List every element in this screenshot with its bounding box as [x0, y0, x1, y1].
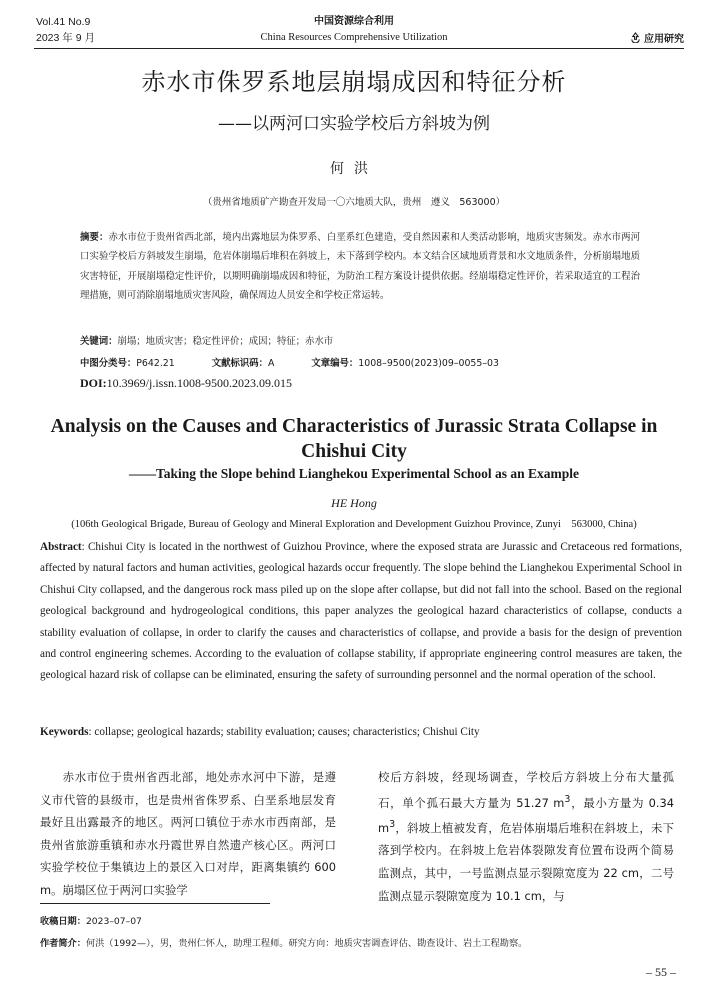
footnote-divider: [40, 903, 270, 904]
affiliation-en: (106th Geological Brigade, Bureau of Geology and Mineral Exploration and Development Guizhou Province, Zunyi 563000, China): [71, 519, 637, 530]
doi-value: 10.3969/j.issn.1008-9500.2023.09.015: [106, 376, 293, 390]
keywords-cn-text: 崩塌；地质灾害；稳定性评价；成因；特征；赤水市: [117, 336, 334, 347]
body-right-part-2: ，最小方量为 0.34 m: [378, 795, 675, 835]
abstract-cn-label: 摘要：: [80, 232, 109, 243]
doi-label: DOI:: [80, 376, 107, 390]
article-no-label: 文章编号：: [311, 358, 359, 369]
keywords-cn: [80, 333, 640, 347]
superscript-cubed: 3: [564, 793, 571, 805]
affiliation-cn: （贵州省地质矿产勘查开发局一〇六地质大队，贵州 遵义 563000）: [202, 197, 506, 208]
page-number: – 55 –: [646, 965, 676, 979]
superscript-cubed: 3: [389, 818, 396, 830]
subtitle-cn: ——以两河口实验学校后方斜坡为例: [218, 114, 490, 134]
journal-name-cn: 中国资源综合利用: [314, 16, 394, 27]
abstract-cn: [80, 228, 640, 306]
author-cn: 何洪: [330, 161, 378, 177]
recycle-icon: [630, 34, 644, 45]
received-label: 收稿日期：: [40, 916, 86, 927]
issue-date: 2023 年 9 月: [36, 32, 95, 44]
body-column-left: 赤水市位于贵州省西北部，地处赤水河中下游，是遵义市代管的县级市，也是贵州省侏罗系、白垩系地层发育最好且出露最齐的地区。两河口镇位于赤水市西南部，是贵州省旅游重镇和赤水丹霞世界自然遗产核心区。两河口实验学校位于集镇边上的景区入口对岸，距离集镇约 600 m。崩塌区位于两河口实验学: [40, 770, 336, 897]
title-cn: 赤水市侏罗系地层崩塌成因和特征分析: [141, 68, 567, 96]
abstract-cn-text: 赤水市位于贵州省西北部，境内出露地层为侏罗系、白垩系红色建造，受自然因素和人类活动影响，地质灾害频发。赤水市两河口实验学校后方斜坡发生崩塌，危岩体崩塌后堆积在斜坡上，未下落到学校内。本文结合区域地质背景和水文地质条件，分析崩塌地质灾害特征，开展崩塌稳定性评价，以期明确崩塌成因和特征，为防治工程方案设计提供依据。经崩塌稳定性评价，若采取适宜的工程治理措施，则可消除崩塌地质灾害风险，确保周边人员安全和学校正常运转。: [80, 232, 640, 302]
classification-line: [80, 355, 640, 369]
body-right-part-3: ，斜坡上植被发育，危岩体崩塌后堆积在斜坡上，未下落到学校内。在斜坡上危岩体裂隙发育位置布设两个简易监测点，其中，一号监测点显示裂隙宽度为 22 cm，二号监测点显示裂隙宽度为 10.1 cm，与: [378, 820, 674, 903]
journal-name: [0, 14, 708, 46]
subtitle-en: ——Taking the Slope behind Lianghekou Experimental School as an Example: [129, 466, 579, 481]
clc-value: P642.21: [136, 358, 175, 369]
doc-code-value: A: [267, 358, 275, 369]
keywords-en-label: Keywords: [40, 726, 89, 738]
abstract-en: [40, 537, 682, 687]
author-en: HE Hong: [331, 496, 377, 510]
keywords-en-text: : collapse; geological hazards; stability evaluation; causes; characteristics; Chishui City: [88, 726, 480, 738]
bio-text: 何洪（1992—），男，贵州仁怀人，助理工程师。研究方向：地质灾害调查评估、勘查设计、岩土工程勘察。: [85, 938, 528, 949]
keywords-en: [40, 726, 682, 738]
footnote-author-bio: [40, 935, 680, 949]
volume-issue: Vol.41 No.9: [36, 16, 91, 28]
footnote-received: [40, 913, 680, 927]
clc-label: 中图分类号：: [80, 358, 137, 369]
received-date: 2023–07–07: [85, 916, 142, 927]
abstract-en-label: Abstract: [40, 541, 82, 553]
section-label: [630, 30, 684, 45]
body-column-right: [378, 766, 674, 907]
header-divider: [34, 48, 684, 49]
section-name: 应用研究: [644, 34, 684, 45]
bio-label: 作者简介：: [40, 938, 86, 949]
article-no-value: 1008–9500(2023)09–0055–03: [358, 358, 499, 369]
abstract-en-text: : Chishui City is located in the northwest of Guizhou Province, where the exposed strata are Jurassic and Cretaceous red formations, affected by natural factors and human activities, geological hazards occur frequently. The slope behind the Lianghekou Experimental School in Chishui City collapsed, and the dangerous rock mass piled up on the slope after collapse, but did not fall into the school. Based on the regional geological background and hydrogeological conditions, this paper analyzes the geological hazard characteristics of collapse, conducts a stability evaluation of collapse, in order to clarify the causes and characteristics of collapse, and provide a basis for the design of prevention and control engineering schemes. According to the evaluation of collapse stability, if appropriate engineering control measures are taken, the geological hazard risk of collapse can be eliminated, ensuring the safety of surrounding personnel and the normal operation of the school.: [40, 541, 682, 682]
doc-code-label: 文献标识码：: [211, 358, 268, 369]
doi: [80, 376, 292, 391]
journal-name-en: China Resources Comprehensive Utilization: [260, 32, 448, 43]
body-right-part-1: 校后方斜坡，经现场调查，学校后方斜坡上分布大量孤石，单个孤石最大方量为 51.27 m: [378, 770, 674, 810]
title-en: Analysis on the Causes and Characteristics of Jurassic Strata Collapse in Chishui City: [50, 416, 658, 462]
keywords-cn-label: 关键词：: [80, 336, 118, 347]
